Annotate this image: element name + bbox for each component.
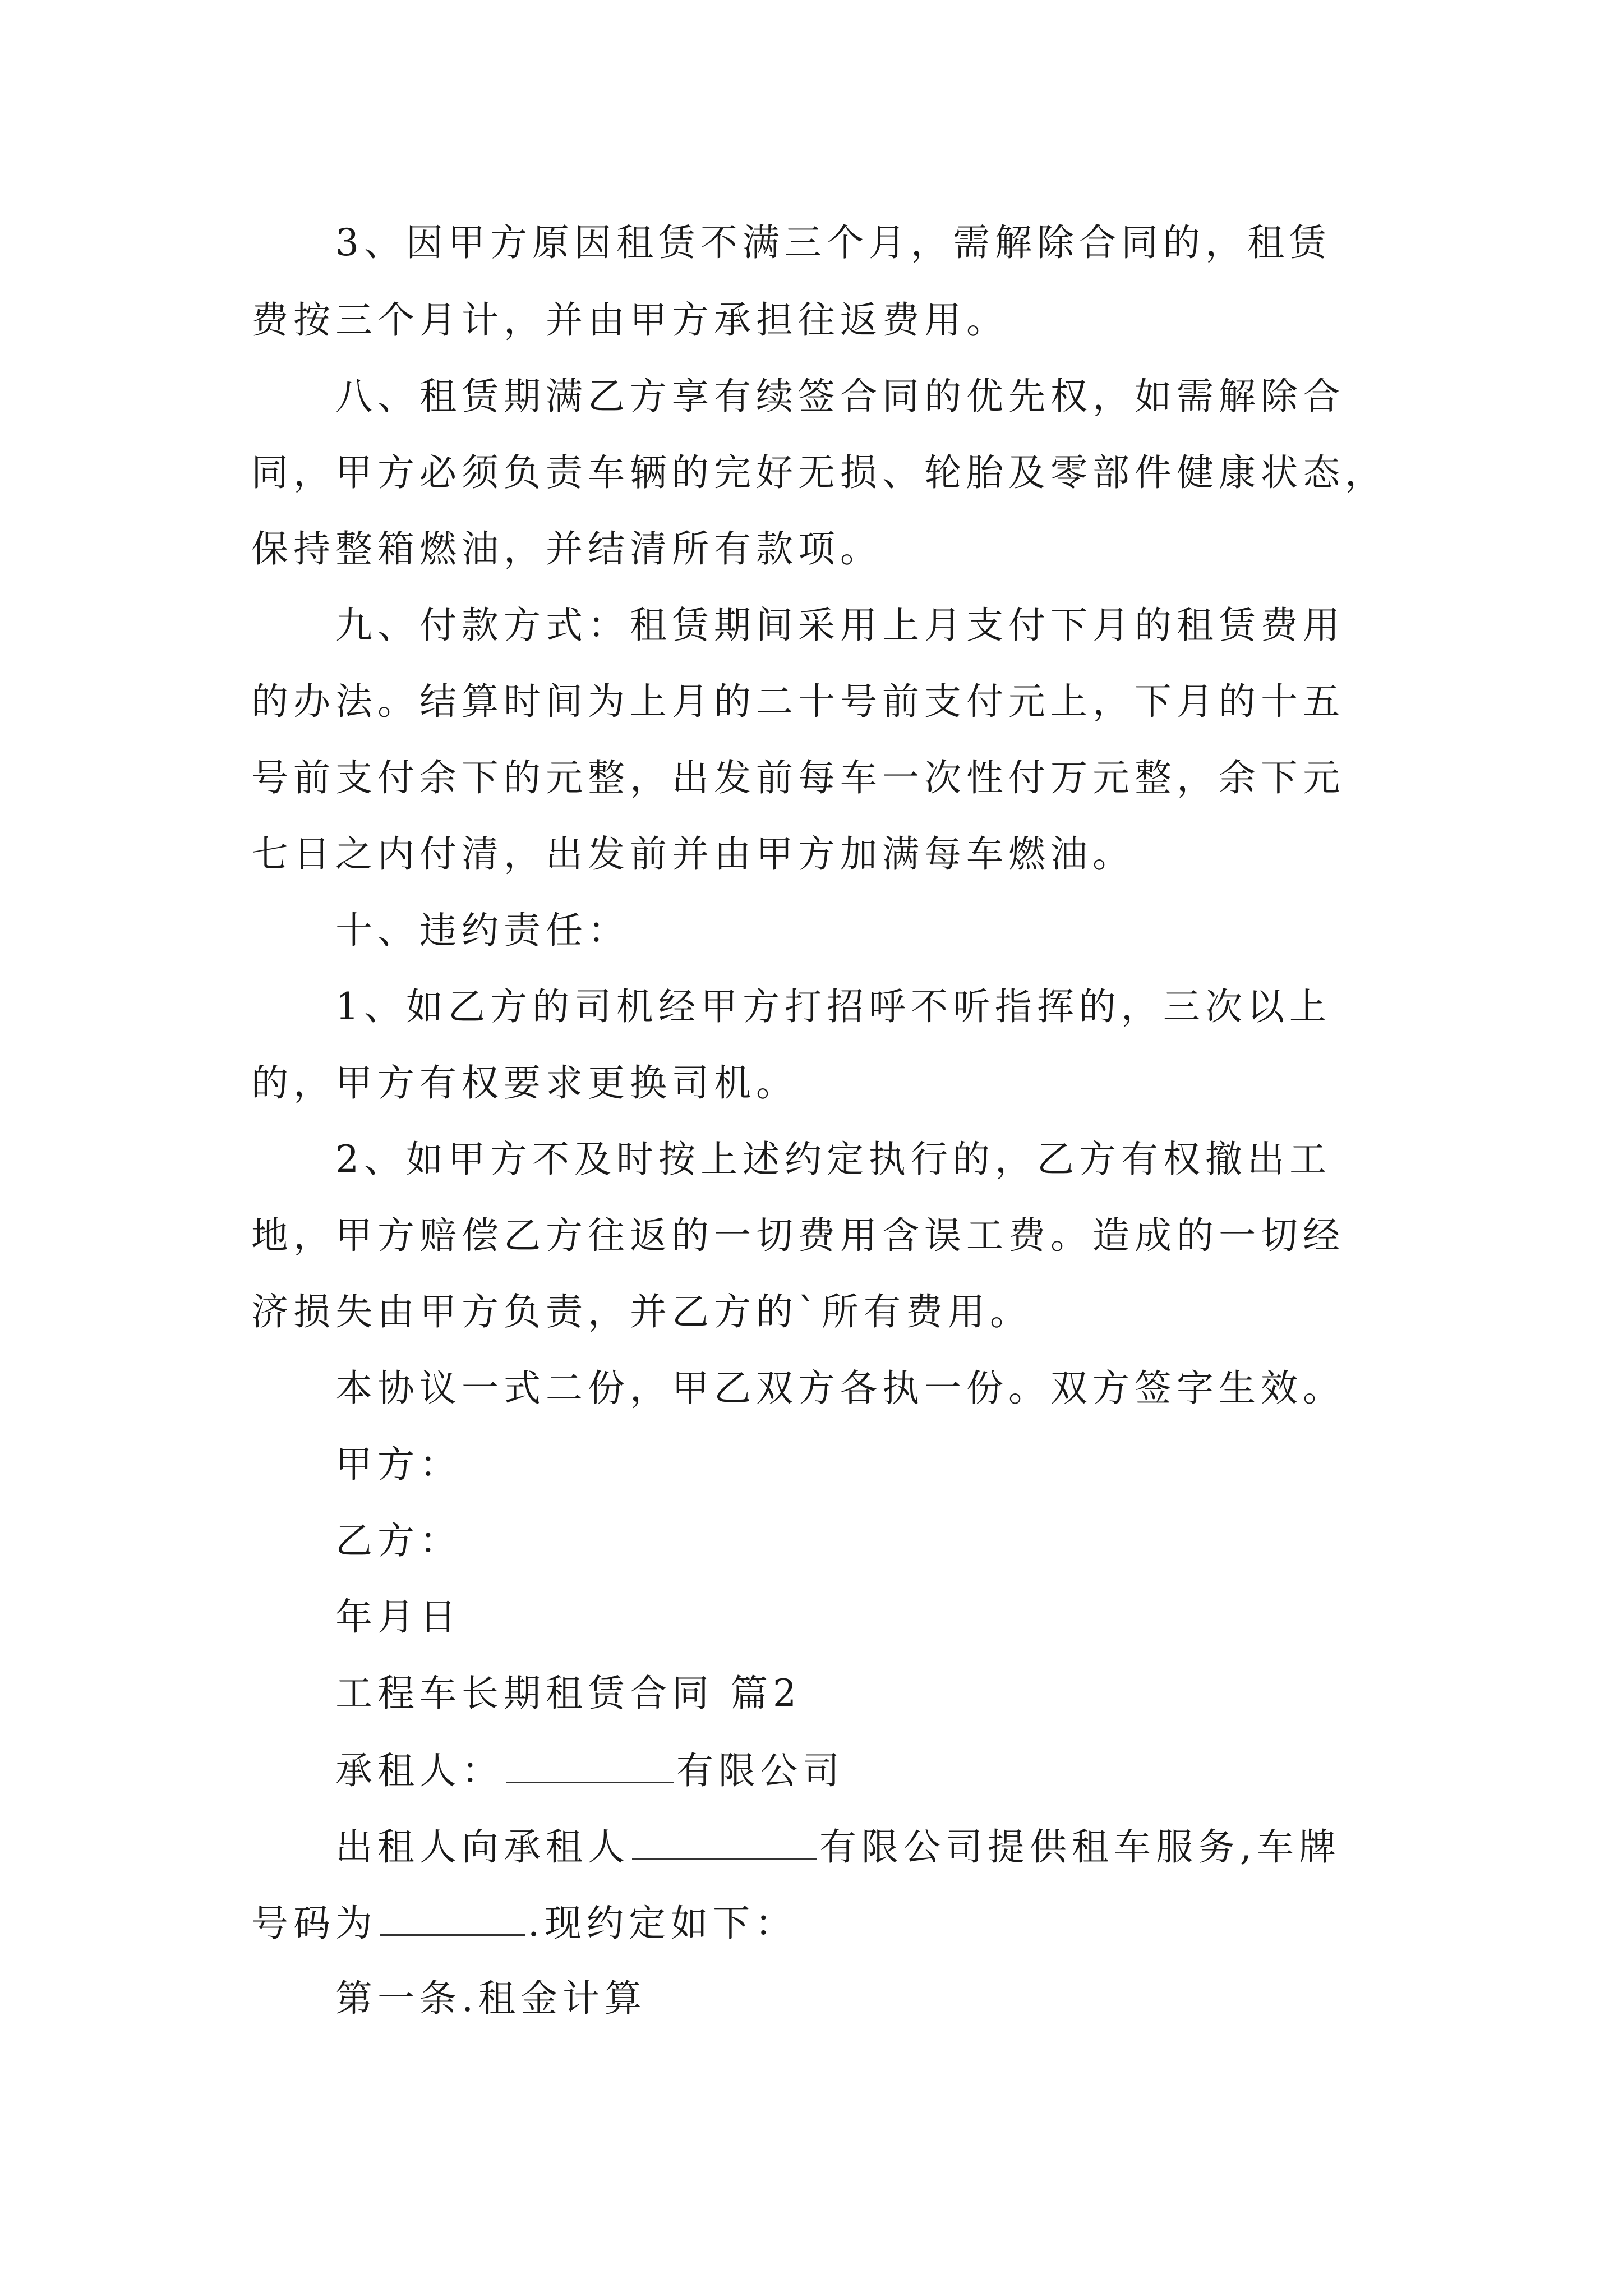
paragraph-line: 九、付款方式：租赁期间采用上月支付下月的租赁费用 <box>335 604 1345 647</box>
paragraph-line: 2、如甲方不及时按上述约定执行的，乙方有权撤出工 <box>335 1138 1331 1181</box>
plate-suffix: .现约定如下： <box>528 1902 797 1945</box>
service-prefix: 出租人向承租人 <box>335 1825 630 1869</box>
paragraph-line: 的，甲方有权要求更换司机。 <box>251 1061 798 1105</box>
service-suffix: 有限公司提供租车服务,车牌 <box>819 1825 1341 1869</box>
paragraph-line: 费按三个月计，并由甲方承担往返费用。 <box>251 298 1008 342</box>
service-blank <box>632 1821 817 1860</box>
contract-title: 工程车长期租赁合同 篇2 <box>335 1672 801 1715</box>
lessee-line <box>335 1745 845 1796</box>
plate-blank <box>380 1897 525 1936</box>
lessee-label: 承租人： <box>335 1749 504 1792</box>
plate-line <box>251 1897 797 1949</box>
service-line <box>335 1821 1341 1872</box>
lessee-suffix: 有限公司 <box>676 1749 845 1792</box>
paragraph-line: 同，甲方必须负责车辆的完好无损、轮胎及零部件健康状态， <box>251 451 1387 494</box>
article-heading: 第一条.租金计算 <box>335 1977 647 2020</box>
paragraph-line: 号前支付余下的元整，出发前每车一次性付万元整，余下元 <box>251 756 1345 799</box>
paragraph-line: 地，甲方赔偿乙方往返的一切费用含误工费。造成的一切经 <box>251 1214 1345 1257</box>
paragraph-line: 七日之内付清，出发前并由甲方加满每车燃油。 <box>251 832 1135 876</box>
paragraph-line: 1、如乙方的司机经甲方打招呼不听指挥的，三次以上 <box>335 985 1331 1028</box>
party-a-label: 甲方： <box>335 1443 462 1486</box>
paragraph-line: 本协议一式二份，甲乙双方各执一份。双方签字生效。 <box>335 1366 1345 1410</box>
paragraph-line: 济损失由甲方负责，并乙方的`所有费用。 <box>251 1290 1032 1333</box>
date-label: 年月日 <box>335 1595 462 1639</box>
paragraph-line: 3、因甲方原因租赁不满三个月，需解除合同的，租赁 <box>335 221 1331 264</box>
paragraph-line: 八、租赁期满乙方享有续签合同的优先权，如需解除合 <box>335 375 1345 418</box>
section-heading: 十、违约责任： <box>335 909 630 952</box>
party-b-label: 乙方： <box>335 1519 462 1562</box>
paragraph-line: 保持整箱燃油，并结清所有款项。 <box>251 527 882 570</box>
plate-prefix: 号码为 <box>251 1902 377 1945</box>
paragraph-line: 的办法。结算时间为上月的二十号前支付元上，下月的十五 <box>251 680 1345 723</box>
lessee-blank <box>506 1745 674 1783</box>
